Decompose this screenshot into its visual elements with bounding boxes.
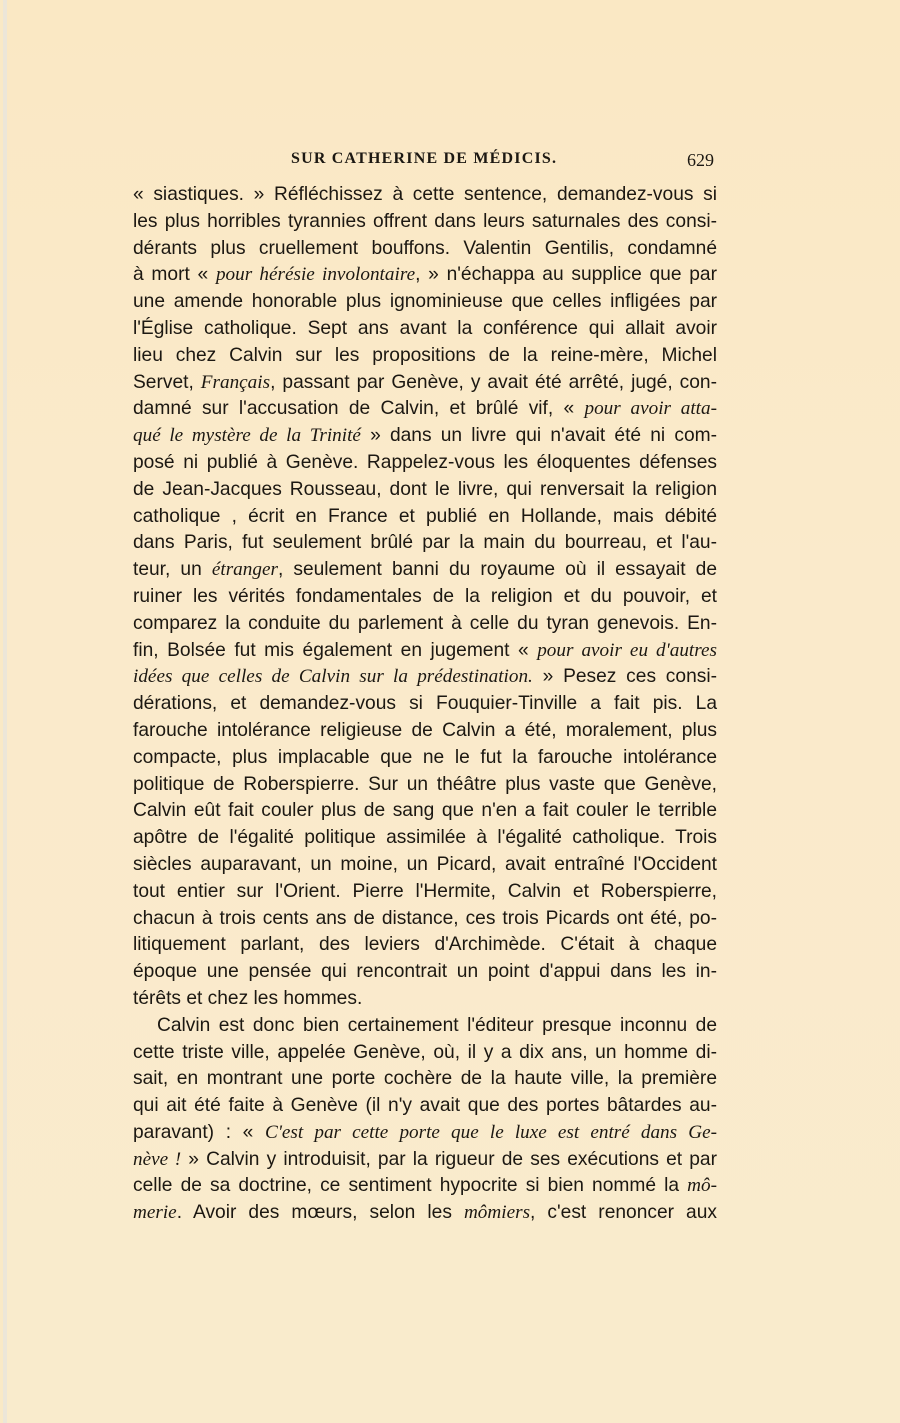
italic-span: pour avoir atta- <box>584 398 717 420</box>
text-span: chacun à trois cents ans de distance, ces trois Picards ont été, po- <box>133 907 717 929</box>
text-span: , seulement banni du royaume où il essayait de <box>277 559 717 581</box>
text-line <box>133 209 717 236</box>
text-line <box>133 638 717 665</box>
text-line <box>133 906 717 933</box>
text-span: siècles auparavant, un moine, un Picard, avait entraîné l'Occident <box>133 853 717 875</box>
text-span: de Jean-Jacques Rousseau, dont le livre, qui renversait la religion <box>133 478 717 500</box>
book-page <box>3 0 900 1423</box>
text-line <box>133 879 717 906</box>
text-span: politique de Roberspierre. Sur un théâtre plus vaste que Genève, <box>133 773 717 795</box>
text-span: compacte, plus implacable que ne le fut la farouche intolérance <box>133 746 717 768</box>
text-line <box>133 343 717 370</box>
text-line <box>133 718 717 745</box>
text-line <box>133 1040 717 1067</box>
text-span: une amende honorable plus ignominieuse que celles infligées par <box>133 291 717 313</box>
text-line <box>133 530 717 557</box>
text-span: teur, un <box>133 559 212 581</box>
text-span: . Avoir des mœurs, selon les <box>176 1202 464 1224</box>
italic-span: pour hérésie involontaire <box>215 264 416 286</box>
text-span: posé ni publié à Genève. Rappelez-vous les éloquentes défenses <box>133 451 717 473</box>
text-span: , passant par Genève, y avait été arrêté, jugé, con- <box>270 371 717 393</box>
paragraph <box>133 182 717 1013</box>
text-line <box>133 664 717 691</box>
text-span: litiquement parlant, des leviers d'Archimède. C'était à chaque <box>133 934 717 956</box>
text-line <box>133 959 717 986</box>
text-line <box>133 825 717 852</box>
text-span: fin, Bolsée fut mis également en jugement « <box>133 639 538 661</box>
text-span: damné sur l'accusation de Calvin, et brûlé vif, « <box>133 398 585 420</box>
text-span: Calvin eût fait couler plus de sang que n'en a fait couler le terrible <box>133 800 717 822</box>
text-span: lieu chez Calvin sur les propositions de la reine-mère, Michel <box>133 344 717 366</box>
text-span: époque une pensée qui rencontrait un point d'appui dans les in- <box>133 961 717 983</box>
text-line <box>133 477 717 504</box>
text-line <box>133 1200 717 1227</box>
text-line <box>133 236 717 263</box>
italic-span: merie <box>133 1202 177 1224</box>
page-number: 629 <box>687 150 714 170</box>
text-span: ruiner les vérités fondamentales de la religion et du pouvoir, et <box>133 585 717 607</box>
italic-span: Français <box>200 371 271 393</box>
text-line <box>133 423 717 450</box>
text-line <box>133 852 717 879</box>
text-span: comparez la conduite du parlement à celle du tyran genevois. En- <box>133 612 717 634</box>
text-line <box>133 1120 717 1147</box>
text-span: dérants plus cruellement bouffons. Valentin Gentilis, condamné <box>133 237 717 259</box>
text-line <box>133 557 717 584</box>
text-line <box>133 262 717 289</box>
text-line <box>133 450 717 477</box>
text-span: paravant) : « <box>133 1121 266 1143</box>
italic-span: mômiers <box>463 1202 531 1224</box>
text-span: tout entier sur l'Orient. Pierre l'Hermite, Calvin et Roberspierre, <box>133 880 717 902</box>
text-span: dérations, et demandez-vous si Fouquier-Tinville a fait pis. La <box>133 693 717 715</box>
text-span: « siastiques. » Réfléchissez à cette sentence, demandez-vous si <box>133 184 717 205</box>
text-span: qui ait été faite à Genève (il n'y avait que des portes bâtardes au- <box>133 1095 717 1117</box>
text-line <box>133 611 717 638</box>
italic-span: qué le mystère de la Trinité <box>133 425 361 447</box>
text-line <box>133 316 717 343</box>
text-line <box>133 691 717 718</box>
text-line <box>133 986 717 1013</box>
text-span: farouche intolérance religieuse de Calvin a été, moralement, plus <box>133 719 717 741</box>
text-line <box>133 745 717 772</box>
text-span: térêts et chez les hommes. <box>133 987 363 1009</box>
paragraph <box>133 1013 717 1227</box>
text-span: Calvin est donc bien certainement l'éditeur presque inconnu de <box>157 1014 717 1036</box>
text-line <box>133 772 717 799</box>
italic-span: nève ! <box>133 1148 182 1170</box>
italic-span: idées que celles de Calvin sur la prédestination. <box>133 666 533 688</box>
text-line <box>133 289 717 316</box>
text-span: à mort « <box>133 264 216 286</box>
text-span: dans Paris, fut seulement brûlé par la main du bourreau, et l'au- <box>133 532 717 554</box>
text-span: les plus horribles tyrannies offrent dans leurs saturnales des consi- <box>133 210 717 232</box>
text-line <box>133 932 717 959</box>
running-title: SUR CATHERINE DE MÉDICIS. <box>291 150 558 167</box>
text-line <box>133 798 717 825</box>
text-span: l'Église catholique. Sept ans avant la conférence qui allait avoir <box>133 317 717 339</box>
text-line <box>133 1093 717 1120</box>
text-line <box>133 504 717 531</box>
text-line <box>133 396 717 423</box>
text-span: » Calvin y introduisit, par la rigueur de ses exécutions et par <box>181 1148 717 1170</box>
text-line <box>133 1066 717 1093</box>
body-text <box>133 182 717 1227</box>
text-span: apôtre de l'égalité politique assimilée à l'égalité catholique. Trois <box>133 827 717 849</box>
text-span: » Pesez ces consi- <box>532 666 717 688</box>
text-span: cette triste ville, appelée Genève, où, il y a dix ans, un homme di- <box>133 1041 717 1063</box>
text-line <box>133 1173 717 1200</box>
text-span: sait, en montrant une porte cochère de la haute ville, la première <box>133 1068 717 1090</box>
italic-span: C'est par cette porte que le luxe est entré dans Ge- <box>265 1121 717 1143</box>
text-line <box>133 1013 717 1040</box>
text-span: celle de sa doctrine, ce sentiment hypocrite si bien nommé la <box>133 1175 688 1197</box>
text-line <box>133 370 717 397</box>
text-line <box>133 182 717 209</box>
italic-span: mô- <box>687 1175 717 1197</box>
italic-span: pour avoir eu d'autres <box>537 639 717 661</box>
text-span: , c'est renoncer aux <box>530 1202 717 1224</box>
running-head <box>133 150 716 174</box>
italic-span: étranger <box>211 559 278 581</box>
text-span: Servet, <box>133 371 201 393</box>
text-line <box>133 584 717 611</box>
page-edge <box>3 0 7 1423</box>
text-line <box>133 1147 717 1174</box>
text-span: » dans un livre qui n'avait été ni com- <box>360 425 717 447</box>
text-span: , » n'échappa au supplice que par <box>415 264 717 286</box>
text-span: catholique , écrit en France et publié en Hollande, mais débité <box>133 505 717 527</box>
